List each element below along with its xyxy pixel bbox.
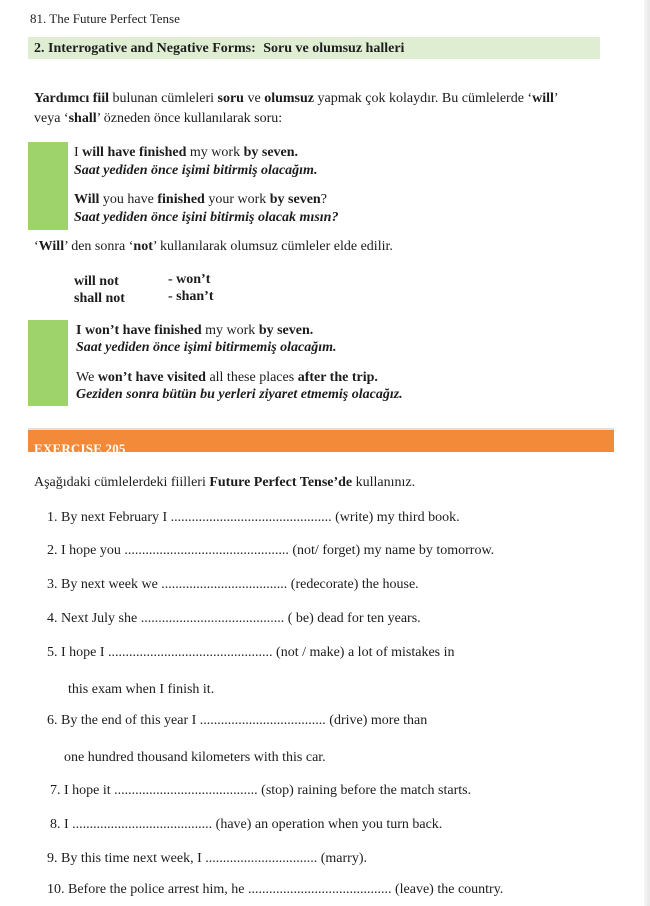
exercise-title: EXERCISE 205 <box>34 441 126 456</box>
contraction-full: will not <box>74 274 119 289</box>
example-bold-text: Will <box>74 192 100 207</box>
instruction-bold-text: Future Perfect Tense’de <box>209 475 353 490</box>
page-header: 81. The Future Perfect Tense <box>30 11 180 26</box>
example-bold-text: by seven <box>269 192 321 207</box>
page-edge-shadow <box>644 0 650 906</box>
exercise-item: 1. By next February I .............................................. (write) my third book. <box>47 510 460 525</box>
example-text: my work <box>186 145 244 160</box>
intro-text: ’ <box>553 91 559 106</box>
exercise-item: 9. By this time next week, I ................................ (marry). <box>47 851 368 866</box>
example-text: you have <box>99 192 158 207</box>
example-text: your work <box>204 192 270 207</box>
exercise-item: 6. By the end of this year I .................................... (drive) more than <box>47 713 428 728</box>
example-bold-text: by seven. <box>243 145 299 160</box>
example-bold-text: will have finished <box>82 145 187 160</box>
example-bold-text: finished <box>157 192 205 207</box>
intro-text: bulunan cümleleri <box>109 91 218 106</box>
example-text: ? <box>320 192 327 207</box>
intro-bold-text: will <box>532 91 554 106</box>
exercise-item: 2. I hope you ............................................... (not/ forget) my name by tomorrow. <box>47 543 495 558</box>
example-bold-text: after the trip. <box>297 370 378 385</box>
intro-text: ’ özneden önce kullanılarak soru: <box>96 111 283 126</box>
example-text: I <box>74 145 83 160</box>
intro-bold-text: soru <box>217 91 244 106</box>
exercise-instruction <box>34 473 415 493</box>
intro-text: yapmak çok kolaydır. Bu cümlelerde ‘ <box>313 91 533 106</box>
negative-intro <box>34 237 393 257</box>
example-sentence-en <box>74 143 298 163</box>
neg-intro-bold-text: not <box>133 239 153 254</box>
contraction-short: - won’t <box>168 272 211 287</box>
section-title: 2. Interrogative and Negative Forms: <box>34 41 256 56</box>
intro-bold-text: Yardımcı fiil <box>34 91 110 106</box>
example-sentence-tr: Saat yediden önce işini bitirmiş olacak mısın? <box>74 210 339 225</box>
example-text: all these places <box>205 370 298 385</box>
exercise-item: 7. I hope it ......................................... (stop) raining before the match starts. <box>50 783 472 798</box>
intro-text: ve <box>243 91 265 106</box>
section-subtitle: Soru ve olumsuz halleri <box>263 41 405 56</box>
example-marker-bar <box>28 142 68 230</box>
example-sentence-tr: Saat yediden önce işimi bitirmemiş olacağım. <box>76 340 337 355</box>
exercise-item: 3. By next week we .................................... (redecorate) the house. <box>47 577 419 592</box>
example-text: We <box>76 370 98 385</box>
example-marker-bar <box>28 320 68 406</box>
exercise-item-continuation: one hundred thousand kilometers with this car. <box>64 750 326 765</box>
exercise-item: 4. Next July she ......................................... ( be) dead for ten years. <box>47 611 421 626</box>
intro-text: veya ‘ <box>34 111 69 126</box>
intro-bold-text: olumsuz <box>264 91 314 106</box>
neg-intro-text: ’ kullanılarak olumsuz cümleler elde edilir. <box>152 239 393 254</box>
intro-line-2 <box>34 109 282 129</box>
example-text: my work <box>201 323 259 338</box>
exercise-item: 5. I hope I ............................................... (not / make) a lot of mistakes in <box>47 645 455 660</box>
contraction-full: shall not <box>74 291 125 306</box>
intro-bold-text: shall <box>68 111 97 126</box>
neg-intro-text: ‘ <box>34 239 39 254</box>
example-bold-text: won’t have visited <box>97 370 206 385</box>
example-bold-text: I won’t have finished <box>76 323 202 338</box>
example-sentence-en <box>74 190 327 210</box>
contraction-short: - shan’t <box>168 289 214 304</box>
exercise-item-continuation: this exam when I finish it. <box>68 682 215 697</box>
exercise-item: 8. I ........................................ (have) an operation when you turn back. <box>50 817 443 832</box>
exercise-item: 10. Before the police arrest him, he ......................................... (leave) the country. <box>47 882 504 897</box>
example-bold-text: by seven. <box>258 323 314 338</box>
example-sentence-tr: Geziden sonra bütün bu yerleri ziyaret etmemiş olacağız. <box>76 387 403 402</box>
example-sentence-tr: Saat yediden önce işimi bitirmiş olacağım. <box>74 163 318 178</box>
instruction-text: kullanınız. <box>352 475 416 490</box>
neg-intro-text: ’ den sonra ‘ <box>64 239 134 254</box>
instruction-text: Aşağıdaki cümlelerdeki fiilleri <box>34 475 210 490</box>
neg-intro-bold-text: Will <box>38 239 65 254</box>
intro-line-1 <box>34 89 559 109</box>
section-heading <box>34 41 404 57</box>
